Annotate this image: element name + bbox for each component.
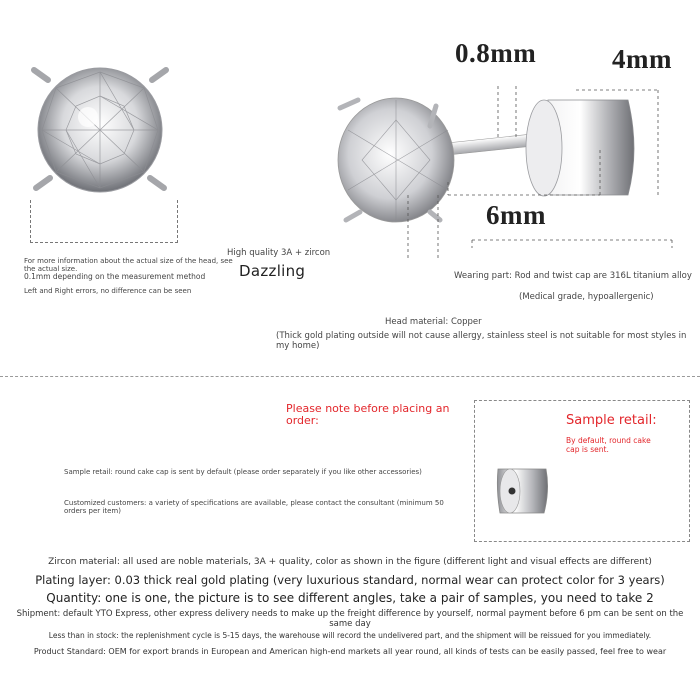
notice-title: Please note before placing an order: — [286, 402, 450, 427]
medical-grade-note: (Medical grade, hypoallergenic) — [519, 292, 654, 302]
size-note-1: For more information about the actual size of the head, see the actual size. — [24, 257, 233, 273]
head-material-note: Head material: Copper — [385, 317, 482, 327]
section-divider — [0, 376, 700, 377]
stock-line: Less than in stock: the replenishment cycle is 5-15 days, the warehouse will record the undelivered part, and the shipment will be reissued for you immediately. — [48, 631, 652, 640]
dim-cap-label: 4mm — [612, 44, 672, 74]
zircon-label: High quality 3A + zircon — [227, 248, 331, 258]
sample-retail-title: Sample retail: — [566, 413, 657, 428]
dazzling-label: Dazzling — [239, 262, 306, 280]
gem-front-view — [28, 62, 178, 202]
wearing-part-note: Wearing part: Rod and twist cap are 316L titanium alloy — [454, 271, 692, 281]
earring-side-view — [318, 70, 698, 260]
size-bracket — [30, 200, 178, 243]
plating-note: (Thick gold plating outside will not cause allergy, stainless steel is not suitable for most styles in my home) — [276, 331, 687, 351]
sample-default-note: By default, round cake cap is sent. — [566, 436, 651, 454]
round-cake-cap-image — [488, 455, 558, 525]
customized-note: Customized customers: a variety of specifications are available, please contact the consultant (minimum 50 orders per item) — [64, 499, 444, 515]
quantity-line: Quantity: one is one, the picture is to see different angles, take a pair of samples, you need to take 2 — [46, 591, 654, 605]
dim-length-label: 6mm — [486, 200, 546, 230]
size-note-3: Left and Right errors, no difference can be seen — [24, 287, 192, 295]
zircon-material-line: Zircon material: all used are noble materials, 3A + quality, color as shown in the figure (different light and visual effects are different) — [48, 557, 652, 567]
dim-pin-label: 0.8mm — [455, 38, 537, 68]
standard-line: Product Standard: OEM for export brands in European and American high-end markets all year round, all kinds of tests can be easily passed, feel free to wear — [33, 647, 667, 656]
plating-layer-line: Plating layer: 0.03 thick real gold plating (very luxurious standard, normal wear can protect color for 3 years) — [35, 573, 665, 587]
size-note-2: 0.1mm depending on the measurement method — [24, 272, 206, 281]
sample-retail-note: Sample retail: round cake cap is sent by default (please order separately if you like other accessories) — [64, 468, 422, 476]
shipment-line: Shipment: default YTO Express, other express delivery needs to make up the freight difference by yourself, normal payment before 6 pm can be sent on the same day — [16, 609, 684, 629]
